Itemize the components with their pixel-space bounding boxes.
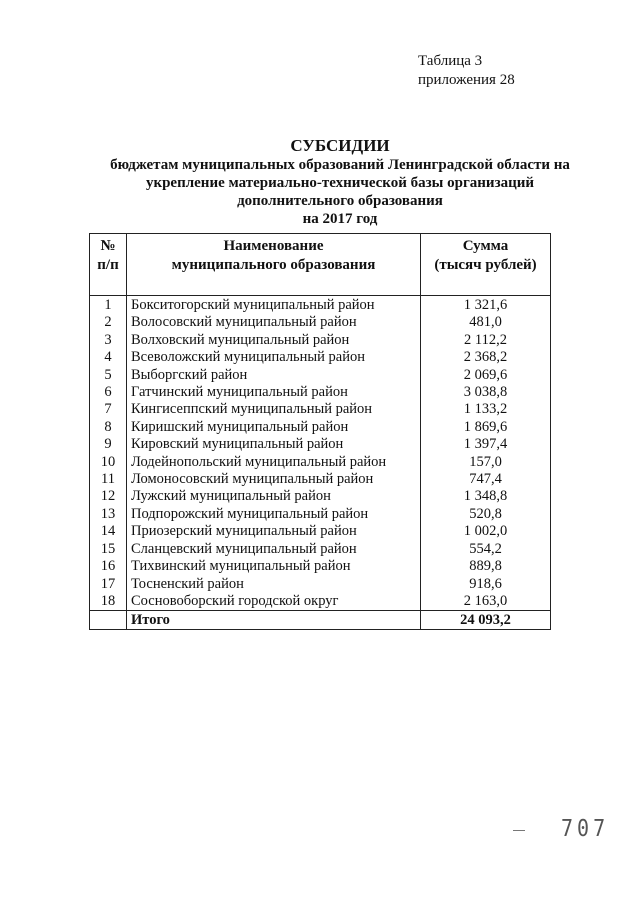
row-number: 17 (90, 576, 127, 593)
column-header-sum (421, 234, 551, 296)
row-number: 10 (90, 454, 127, 471)
subsidy-amount: 3 038,8 (421, 384, 551, 401)
subsidy-amount: 918,6 (421, 576, 551, 593)
subsidy-amount: 2 112,2 (421, 332, 551, 349)
municipality-name: Лужский муниципальный район (127, 488, 421, 505)
row-number: 18 (90, 593, 127, 611)
row-number: 6 (90, 384, 127, 401)
table-row (90, 471, 551, 488)
municipality-name: Всеволожский муниципальный район (127, 349, 421, 366)
table-row (90, 454, 551, 471)
column-header-name-line2: муниципального образования (171, 257, 376, 273)
table-row (90, 593, 551, 611)
row-number: 2 (90, 314, 127, 331)
subsidy-amount: 1 133,2 (421, 401, 551, 418)
municipality-name: Волховский муниципальный район (127, 332, 421, 349)
table-row (90, 367, 551, 384)
municipality-name: Выборгский район (127, 367, 421, 384)
subsidy-amount: 1 002,0 (421, 523, 551, 540)
margin-dash (513, 830, 525, 831)
column-header-name (127, 234, 421, 296)
table-row (90, 349, 551, 366)
total-row (90, 611, 551, 630)
subsidy-amount: 1 397,4 (421, 436, 551, 453)
subsidy-amount: 2 368,2 (421, 349, 551, 366)
subsidy-table (89, 233, 551, 630)
row-number: 3 (90, 332, 127, 349)
municipality-name: Ломоносовский муниципальный район (127, 471, 421, 488)
table-row (90, 488, 551, 505)
row-number: 16 (90, 558, 127, 575)
municipality-name: Кировский муниципальный район (127, 436, 421, 453)
table-row (90, 384, 551, 401)
subsidy-amount: 157,0 (421, 454, 551, 471)
column-header-sum-line1: Сумма (462, 238, 509, 254)
title-line-4: на 2017 год (302, 211, 378, 227)
table-row (90, 296, 551, 315)
municipality-name: Киришский муниципальный район (127, 419, 421, 436)
table-reference (418, 52, 515, 90)
row-number: 12 (90, 488, 127, 505)
row-number: 1 (90, 296, 127, 315)
appendix-number: приложения 28 (418, 72, 515, 88)
title-main: СУБСИДИИ (290, 136, 390, 155)
table-row (90, 506, 551, 523)
total-amount: 24 093,2 (421, 611, 551, 630)
subsidy-amount: 2 069,6 (421, 367, 551, 384)
municipality-name: Сосновоборский городской округ (127, 593, 421, 611)
row-number: 7 (90, 401, 127, 418)
subsidy-amount: 2 163,0 (421, 593, 551, 611)
title-line-3: дополнительного образования (237, 193, 443, 209)
municipality-name: Кингисеппский муниципальный район (127, 401, 421, 418)
municipality-name: Бокситогорский муниципальный район (127, 296, 421, 315)
row-number: 11 (90, 471, 127, 488)
municipality-name: Гатчинский муниципальный район (127, 384, 421, 401)
row-number: 14 (90, 523, 127, 540)
subsidy-amount: 481,0 (421, 314, 551, 331)
column-header-number-line1: № (100, 238, 116, 254)
municipality-name: Тихвинский муниципальный район (127, 558, 421, 575)
municipality-name: Волосовский муниципальный район (127, 314, 421, 331)
row-number: 9 (90, 436, 127, 453)
subsidy-amount: 1 869,6 (421, 419, 551, 436)
municipality-name: Тосненский район (127, 576, 421, 593)
document-title (70, 136, 610, 228)
total-empty-cell (90, 611, 127, 630)
municipality-name: Сланцевский муниципальный район (127, 541, 421, 558)
table-body (90, 296, 551, 630)
title-line-2: укрепление материально-технической базы организаций (145, 175, 535, 191)
municipality-name: Приозерский муниципальный район (127, 523, 421, 540)
total-label: Итого (127, 611, 421, 630)
table-row (90, 332, 551, 349)
column-header-sum-line2: (тысяч рублей) (434, 257, 537, 273)
municipality-name: Подпорожский муниципальный район (127, 506, 421, 523)
title-line-1: бюджетам муниципальных образований Ленинградской области на (110, 157, 570, 173)
subsidy-amount: 747,4 (421, 471, 551, 488)
table-row (90, 419, 551, 436)
subsidy-amount: 1 348,8 (421, 488, 551, 505)
row-number: 5 (90, 367, 127, 384)
table-row (90, 401, 551, 418)
table-number: Таблица 3 (418, 53, 483, 69)
table-row (90, 314, 551, 331)
table-row (90, 523, 551, 540)
table-row (90, 576, 551, 593)
column-header-number-line2: п/п (97, 257, 119, 273)
column-header-name-line1: Наименование (223, 238, 324, 254)
table-row (90, 558, 551, 575)
subsidy-amount: 1 321,6 (421, 296, 551, 315)
subsidy-amount: 520,8 (421, 506, 551, 523)
page-number: 707 (561, 814, 610, 842)
municipality-name: Лодейнопольский муниципальный район (127, 454, 421, 471)
row-number: 4 (90, 349, 127, 366)
subsidy-amount: 554,2 (421, 541, 551, 558)
row-number: 15 (90, 541, 127, 558)
table-header-row (90, 234, 551, 296)
row-number: 8 (90, 419, 127, 436)
table-row (90, 541, 551, 558)
table-row (90, 436, 551, 453)
subsidy-amount: 889,8 (421, 558, 551, 575)
row-number: 13 (90, 506, 127, 523)
column-header-number (90, 234, 127, 296)
